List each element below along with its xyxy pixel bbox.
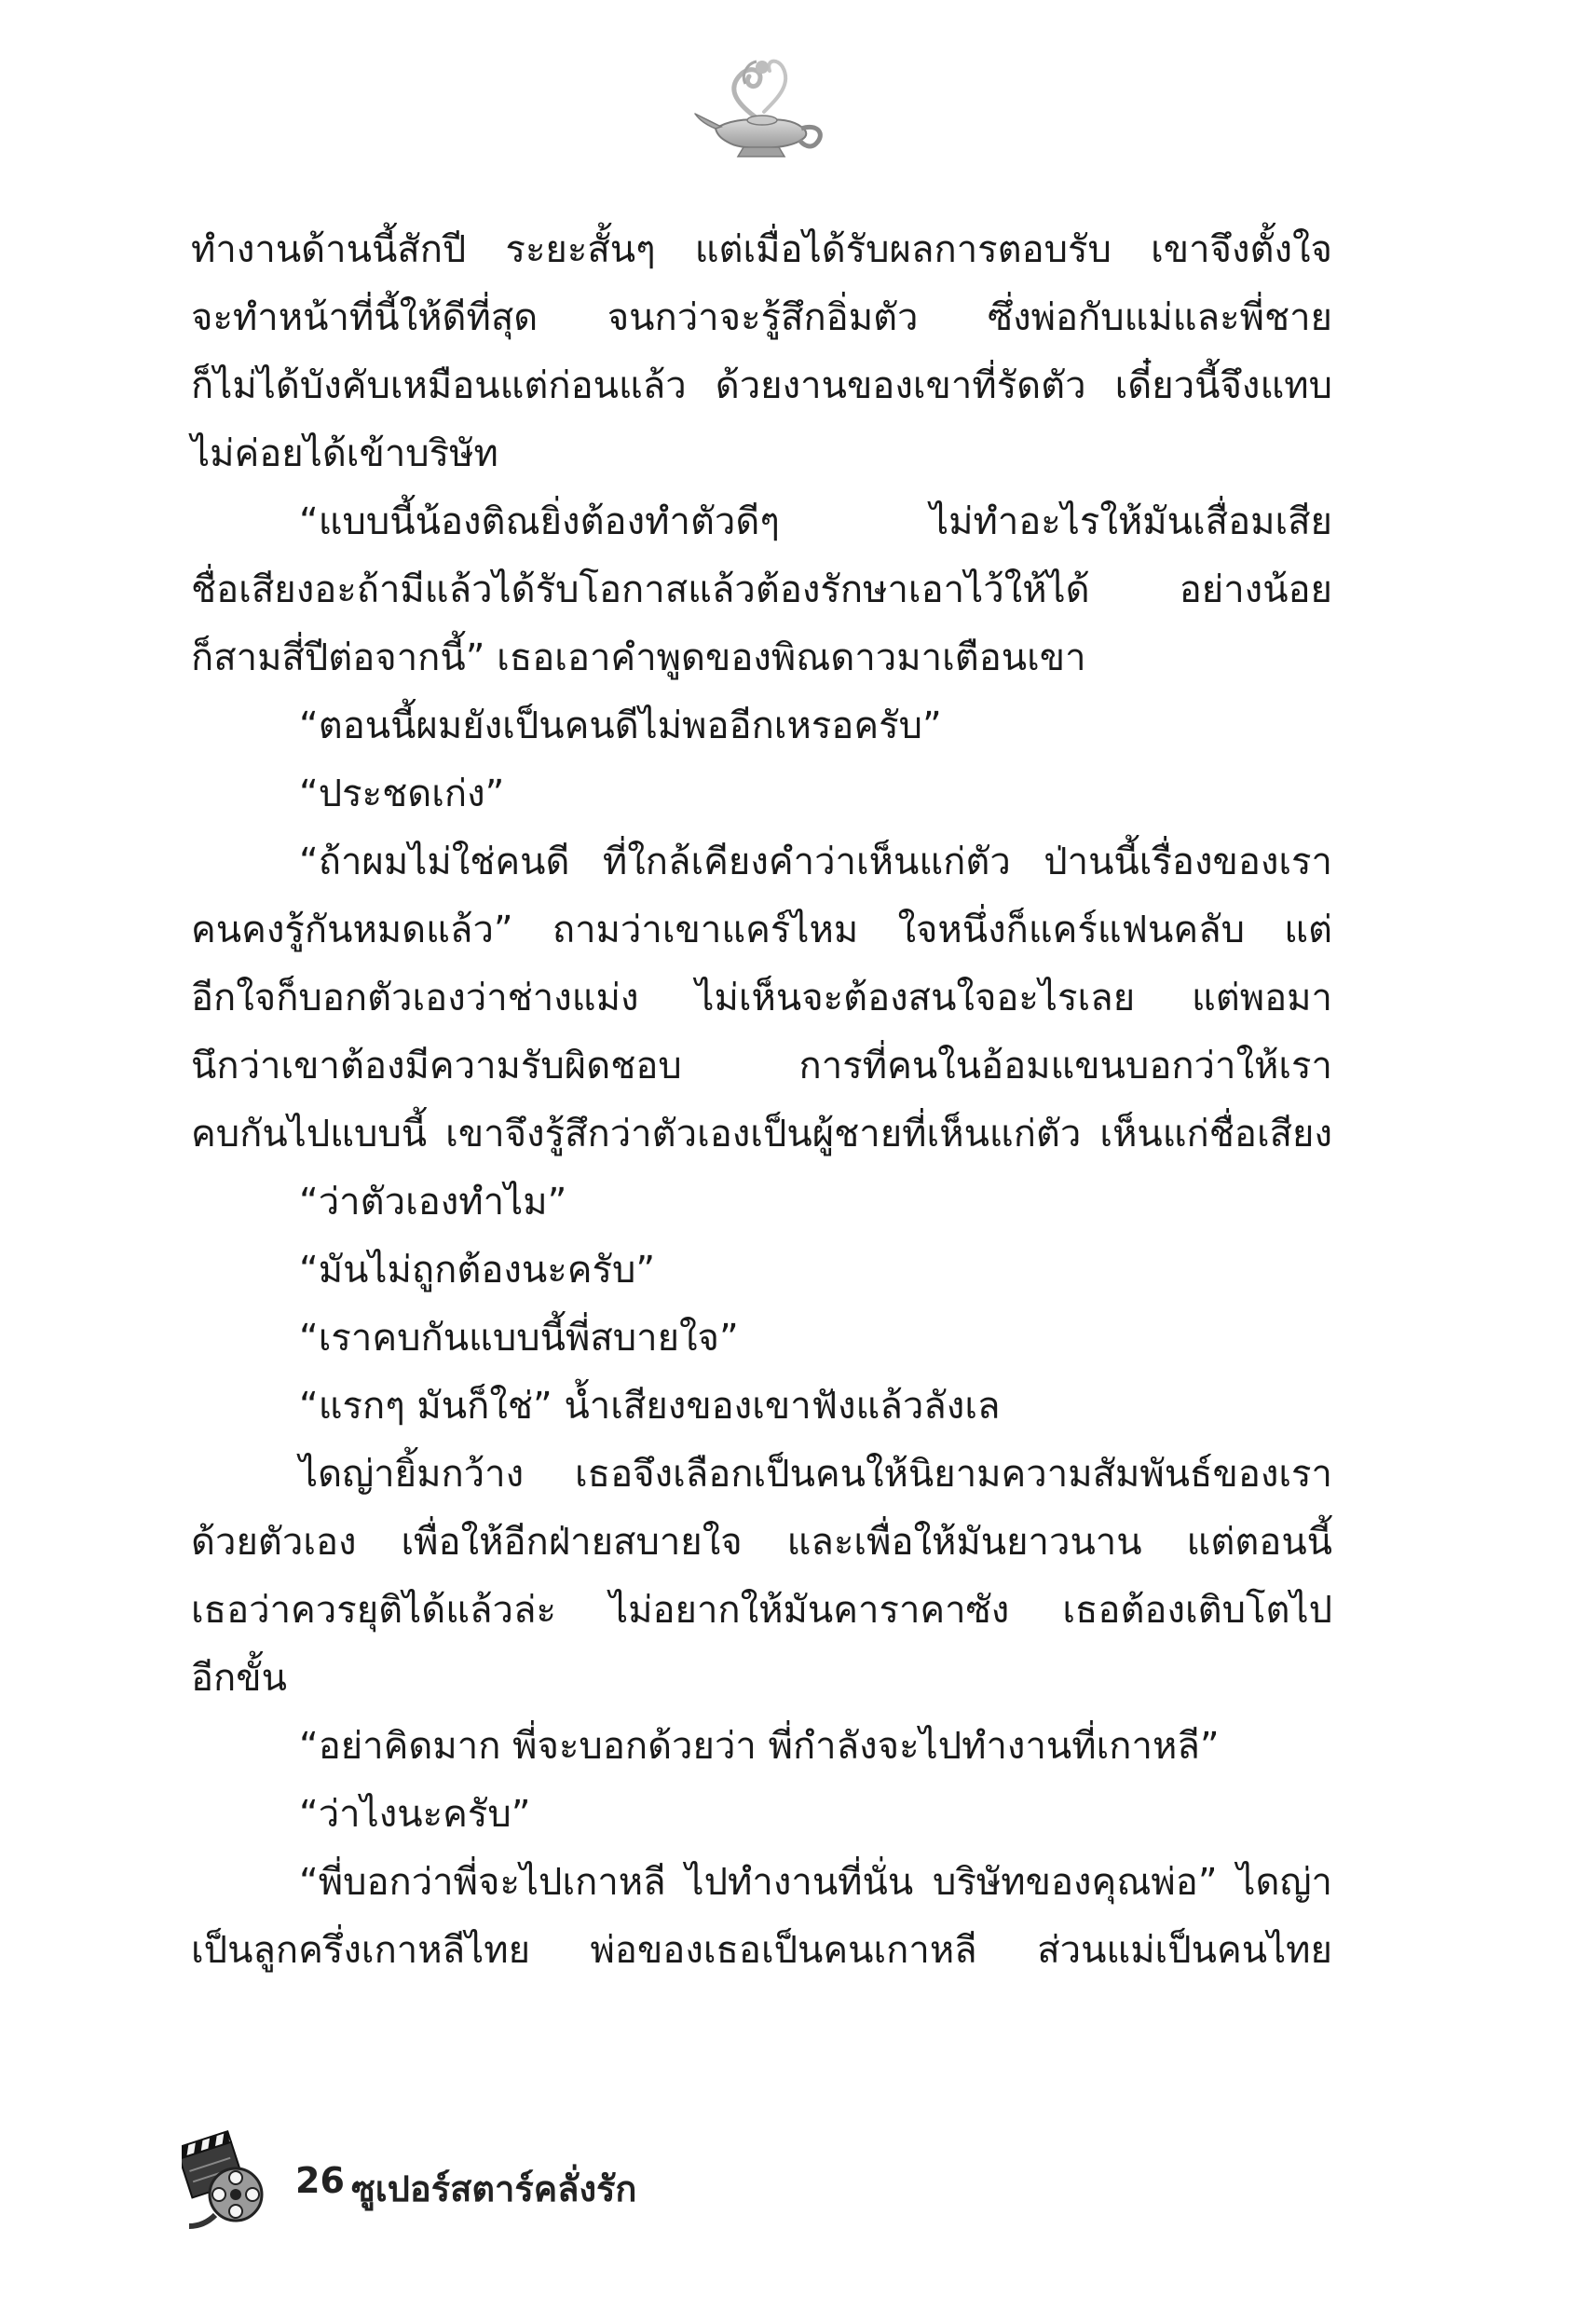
text-line: “พี่บอกว่าพี่จะไปเกาหลี ไปทำงานที่นั่น บริษัทของคุณพ่อ” ไดญ่า (299, 1861, 1332, 1904)
text-line: ชื่อเสียงอะถ้ามีแล้วได้รับโอกาสแล้วต้องรักษาเอาไว้ให้ได้ อย่างน้อย (191, 568, 1332, 611)
text-line: นึกว่าเขาต้องมีความรับผิดชอบ การที่คนในอ้อมแขนบอกว่าให้เรา (191, 1045, 1332, 1087)
text-line: อีกขั้น (191, 1657, 287, 1700)
text-line: คบกันไปแบบนี้ เขาจึงรู้สึกว่าตัวเองเป็นผู้ชายที่เห็นแก่ตัว เห็นแก่ชื่อเสียง (191, 1113, 1332, 1156)
text-line: “แบบนี้น้องติณยิ่งต้องทำตัวดีๆ ไม่ทำอะไรให้มันเสื่อมเสีย (299, 500, 1332, 543)
body-text (191, 216, 1332, 1985)
text-line: เป็นลูกครึ่งเกาหลีไทย พ่อของเธอเป็นคนเกาหลี ส่วนแม่เป็นคนไทย (191, 1929, 1332, 1972)
text-line: “มันไม่ถูกต้องนะครับ” (299, 1249, 656, 1292)
text-line: ก็สามสี่ปีต่อจากนี้” เธอเอาคำพูดของพิณดาวมาเตือนเขา (191, 636, 1086, 679)
text-line: คนคงรู้กันหมดแล้ว” ถามว่าเขาแคร์ไหม ใจหนึ่งก็แคร์แฟนคลับ แต่ (191, 909, 1332, 951)
text-line: ทำงานด้านนี้สักปี ระยะสั้นๆ แต่เมื่อได้รับผลการตอบรับ เขาจึงตั้งใจ (191, 228, 1332, 271)
text-line: ไม่ค่อยได้เข้าบริษัท (191, 432, 498, 475)
text-line: “ประชดเก่ง” (299, 773, 505, 815)
text-line: “ถ้าผมไม่ใช่คนดี ที่ใกล้เคียงคำว่าเห็นแก่ตัว ป่านนี้เรื่องของเรา (299, 841, 1332, 883)
page-footer (182, 2129, 927, 2241)
page-number: 26 (295, 2160, 345, 2201)
text-line: เธอว่าควรยุติได้แล้วล่ะ ไม่อยากให้มันคาราคาซัง เธอต้องเติบโตไป (191, 1589, 1332, 1632)
text-line: “อย่าคิดมาก พี่จะบอกด้วยว่า พี่กำลังจะไปทำงานที่เกาหลี” (299, 1725, 1220, 1768)
text-line: “ตอนนี้ผมยังเป็นคนดีไม่พออีกเหรอครับ” (299, 704, 942, 747)
text-line: ก็ไม่ได้บังคับเหมือนแต่ก่อนแล้ว ด้วยงานของเขาที่รัดตัว เดี๋ยวนี้จึงแทบ (191, 364, 1332, 407)
text-line: “เราคบกันแบบนี้พี่สบายใจ” (299, 1317, 739, 1360)
text-line: “แรกๆ มันก็ใช่” น้ำเสียงของเขาฟังแล้วลังเล (299, 1385, 1001, 1428)
text-line: “ว่าไงนะครับ” (299, 1793, 531, 1836)
film-reel-clapperboard-icon (182, 2129, 266, 2232)
book-title: ซูเปอร์สตาร์คลั่งรัก (351, 2168, 637, 2209)
text-line: ด้วยตัวเอง เพื่อให้อีกฝ่ายสบายใจ และเพื่อให้มันยาวนาน แต่ตอนนี้ (191, 1521, 1332, 1564)
text-line: อีกใจก็บอกตัวเองว่าช่างแม่ง ไม่เห็นจะต้องสนใจอะไรเลย แต่พอมา (191, 977, 1332, 1019)
text-line: ไดญ่ายิ้มกว้าง เธอจึงเลือกเป็นคนให้นิยามความสัมพันธ์ของเรา (299, 1453, 1332, 1496)
text-line: “ว่าตัวเองทำไม” (299, 1181, 567, 1224)
text-line: จะทำหน้าที่นี้ให้ดีที่สุด จนกว่าจะรู้สึกอิ่มตัว ซึ่งพ่อกับแม่และพี่ชาย (191, 296, 1332, 339)
genie-lamp-icon (689, 47, 829, 168)
